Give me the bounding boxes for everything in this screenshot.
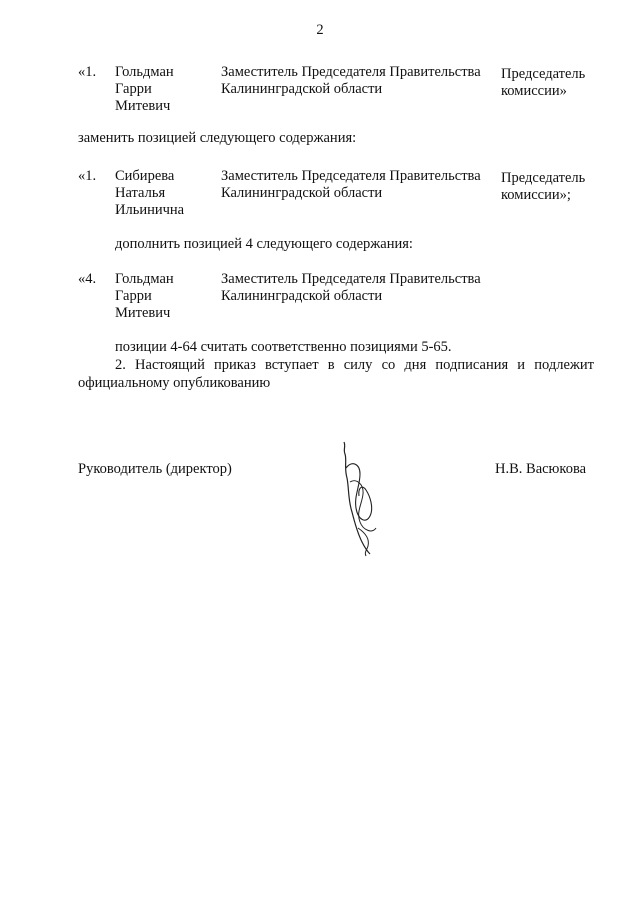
name-line: Гарри bbox=[115, 81, 152, 97]
role-line: комиссии»; bbox=[501, 187, 571, 203]
position-line: Заместитель Председателя Правительства bbox=[221, 271, 481, 287]
entry-person-name bbox=[115, 64, 215, 115]
position-line: Калининградской области bbox=[221, 288, 383, 304]
entry-position bbox=[221, 271, 501, 305]
renumber-instruction: позиции 4-64 считать соответственно позициями 5-65. bbox=[115, 339, 452, 355]
handwritten-signature bbox=[330, 438, 390, 558]
name-line: Гарри bbox=[115, 288, 152, 304]
entry-number: «1. bbox=[78, 64, 97, 80]
position-line: Заместитель Председателя Правительства bbox=[221, 168, 481, 184]
name-line: Гольдман bbox=[115, 64, 174, 80]
role-line: Председатель bbox=[501, 66, 586, 82]
name-line: Ильинична bbox=[115, 202, 185, 218]
clause-2-line-2: официальному опубликованию bbox=[78, 375, 271, 391]
clause-2-line-1: 2. Настоящий приказ вступает в силу со дня подписания и подлежит bbox=[115, 357, 594, 373]
role-line: комиссии» bbox=[501, 83, 567, 99]
replace-instruction: заменить позицией следующего содержания: bbox=[78, 130, 357, 146]
entry-number: «4. bbox=[78, 271, 97, 287]
entry-role bbox=[501, 170, 601, 204]
signatory-title: Руководитель (директор) bbox=[78, 461, 232, 477]
name-line: Митевич bbox=[115, 305, 171, 321]
name-line: Сибирева bbox=[115, 168, 175, 184]
position-line: Заместитель Председателя Правительства bbox=[221, 64, 481, 80]
position-line: Калининградской области bbox=[221, 81, 383, 97]
name-line: Гольдман bbox=[115, 271, 174, 287]
page-number: 2 bbox=[316, 22, 324, 38]
name-line: Митевич bbox=[115, 98, 171, 114]
signatory-name: Н.В. Васюкова bbox=[495, 461, 587, 477]
position-line: Калининградской области bbox=[221, 185, 383, 201]
entry-role bbox=[501, 66, 601, 100]
entry-position bbox=[221, 64, 501, 98]
add-instruction: дополнить позицией 4 следующего содержания: bbox=[115, 236, 413, 252]
entry-position bbox=[221, 168, 501, 202]
entry-person-name bbox=[115, 271, 215, 322]
entry-person-name bbox=[115, 168, 215, 219]
entry-number: «1. bbox=[78, 168, 97, 184]
name-line: Наталья bbox=[115, 185, 166, 201]
role-line: Председатель bbox=[501, 170, 586, 186]
